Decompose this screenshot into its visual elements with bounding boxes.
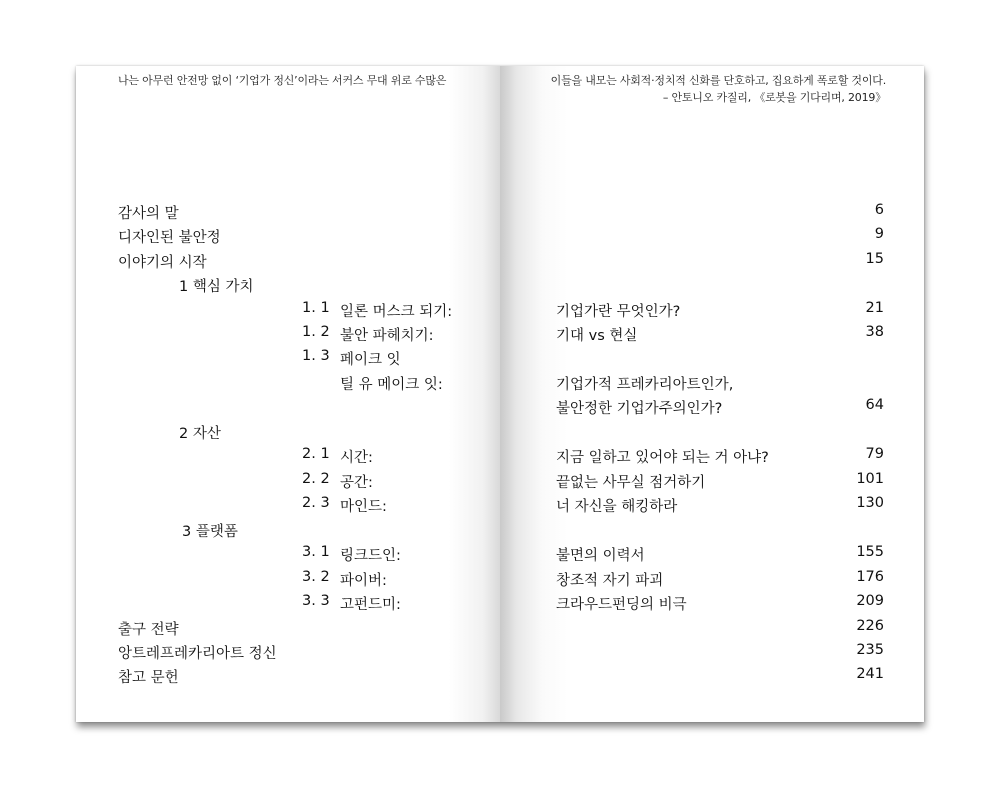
toc-title-references: 참고 문헌 <box>118 670 179 686</box>
right-page <box>500 66 924 722</box>
toc-page-number: 176 <box>856 569 884 585</box>
toc-section-subtitle: 기대 vs 현실 <box>556 328 638 344</box>
toc-page-number: 21 <box>865 300 884 316</box>
toc-part-label: 3 플랫폼 <box>182 524 238 540</box>
toc-section-number: 1. 3 <box>302 348 330 364</box>
toc-page-number: 79 <box>865 446 884 462</box>
toc-section-heading: 마인드: <box>340 499 387 515</box>
toc-title-designed-precarity: 디자인된 불안정 <box>118 230 221 246</box>
toc-page-number: 38 <box>865 324 884 340</box>
toc-page-number: 15 <box>865 251 884 267</box>
toc-page-number: 9 <box>874 226 884 242</box>
toc-section-number: 3. 3 <box>302 593 330 609</box>
toc-page-number: 6 <box>874 202 884 218</box>
toc-section-heading: 파이버: <box>340 573 387 589</box>
epigraph-right-line: 이들을 내모는 사회적·정치적 신화를 단호하고, 집요하게 폭로할 것이다. <box>550 74 886 87</box>
toc-title-entreprecariat-spirit: 앙트레프레카리아트 정신 <box>118 646 277 662</box>
toc-part-label: 1 핵심 가치 <box>179 279 254 295</box>
toc-title-acknowledgements: 감사의 말 <box>118 206 179 222</box>
toc-section-heading: 불안 파헤치기: <box>340 328 434 344</box>
toc-page-number: 235 <box>856 642 884 658</box>
toc-section-number: 3. 1 <box>302 544 330 560</box>
book-spread <box>76 66 924 722</box>
toc-section-subtitle: 지금 일하고 있어야 되는 거 아냐? <box>556 450 769 466</box>
toc-page-number: 64 <box>865 397 884 413</box>
toc-page-number: 155 <box>856 544 884 560</box>
epigraph-attribution: – 안토니오 카질리, 《로봇을 기다리며, 2019》 <box>662 91 886 104</box>
toc-section-subtitle: 불면의 이력서 <box>556 548 645 564</box>
toc-title-beginning: 이야기의 시작 <box>118 255 207 271</box>
left-page <box>76 66 500 722</box>
toc-section-subtitle: 불안정한 기업가주의인가? <box>556 401 723 417</box>
toc-section-number: 2. 3 <box>302 495 330 511</box>
toc-section-subtitle: 기업가란 무엇인가? <box>556 304 681 320</box>
toc-page-number: 101 <box>856 471 884 487</box>
toc-section-subtitle: 기업가적 프레카리아트인가, <box>556 377 734 393</box>
toc-section-subtitle: 끝없는 사무실 점거하기 <box>556 475 706 491</box>
toc-section-heading: 시간: <box>340 450 373 466</box>
toc-section-heading: 링크드인: <box>340 548 401 564</box>
toc-section-number: 3. 2 <box>302 569 330 585</box>
toc-page-number: 209 <box>856 593 884 609</box>
toc-section-number: 2. 1 <box>302 446 330 462</box>
toc-section-subtitle: 창조적 자기 파괴 <box>556 573 664 589</box>
toc-section-number: 2. 2 <box>302 471 330 487</box>
toc-section-subtitle: 너 자신을 해킹하라 <box>556 499 678 515</box>
toc-part-label: 2 자산 <box>179 426 221 442</box>
toc-section-heading: 일론 머스크 되기: <box>340 304 453 320</box>
toc-section-heading: 페이크 잇 <box>340 352 401 368</box>
toc-section-number: 1. 2 <box>302 324 330 340</box>
toc-section-heading: 공간: <box>340 475 373 491</box>
toc-section-heading: 고펀드미: <box>340 597 401 613</box>
epigraph-left-line: 나는 아무런 안전망 없이 ‘기업가 정신’이라는 서커스 무대 위로 수많은 <box>118 74 447 87</box>
toc-section-heading: 틸 유 메이크 잇: <box>340 377 443 393</box>
toc-section-number: 1. 1 <box>302 300 330 316</box>
toc-page-number: 226 <box>856 618 884 634</box>
toc-title-exit-strategy: 출구 전략 <box>118 622 179 638</box>
toc-page-number: 241 <box>856 666 884 682</box>
toc-section-subtitle: 크라우드펀딩의 비극 <box>556 597 687 613</box>
toc-page-number: 130 <box>856 495 884 511</box>
